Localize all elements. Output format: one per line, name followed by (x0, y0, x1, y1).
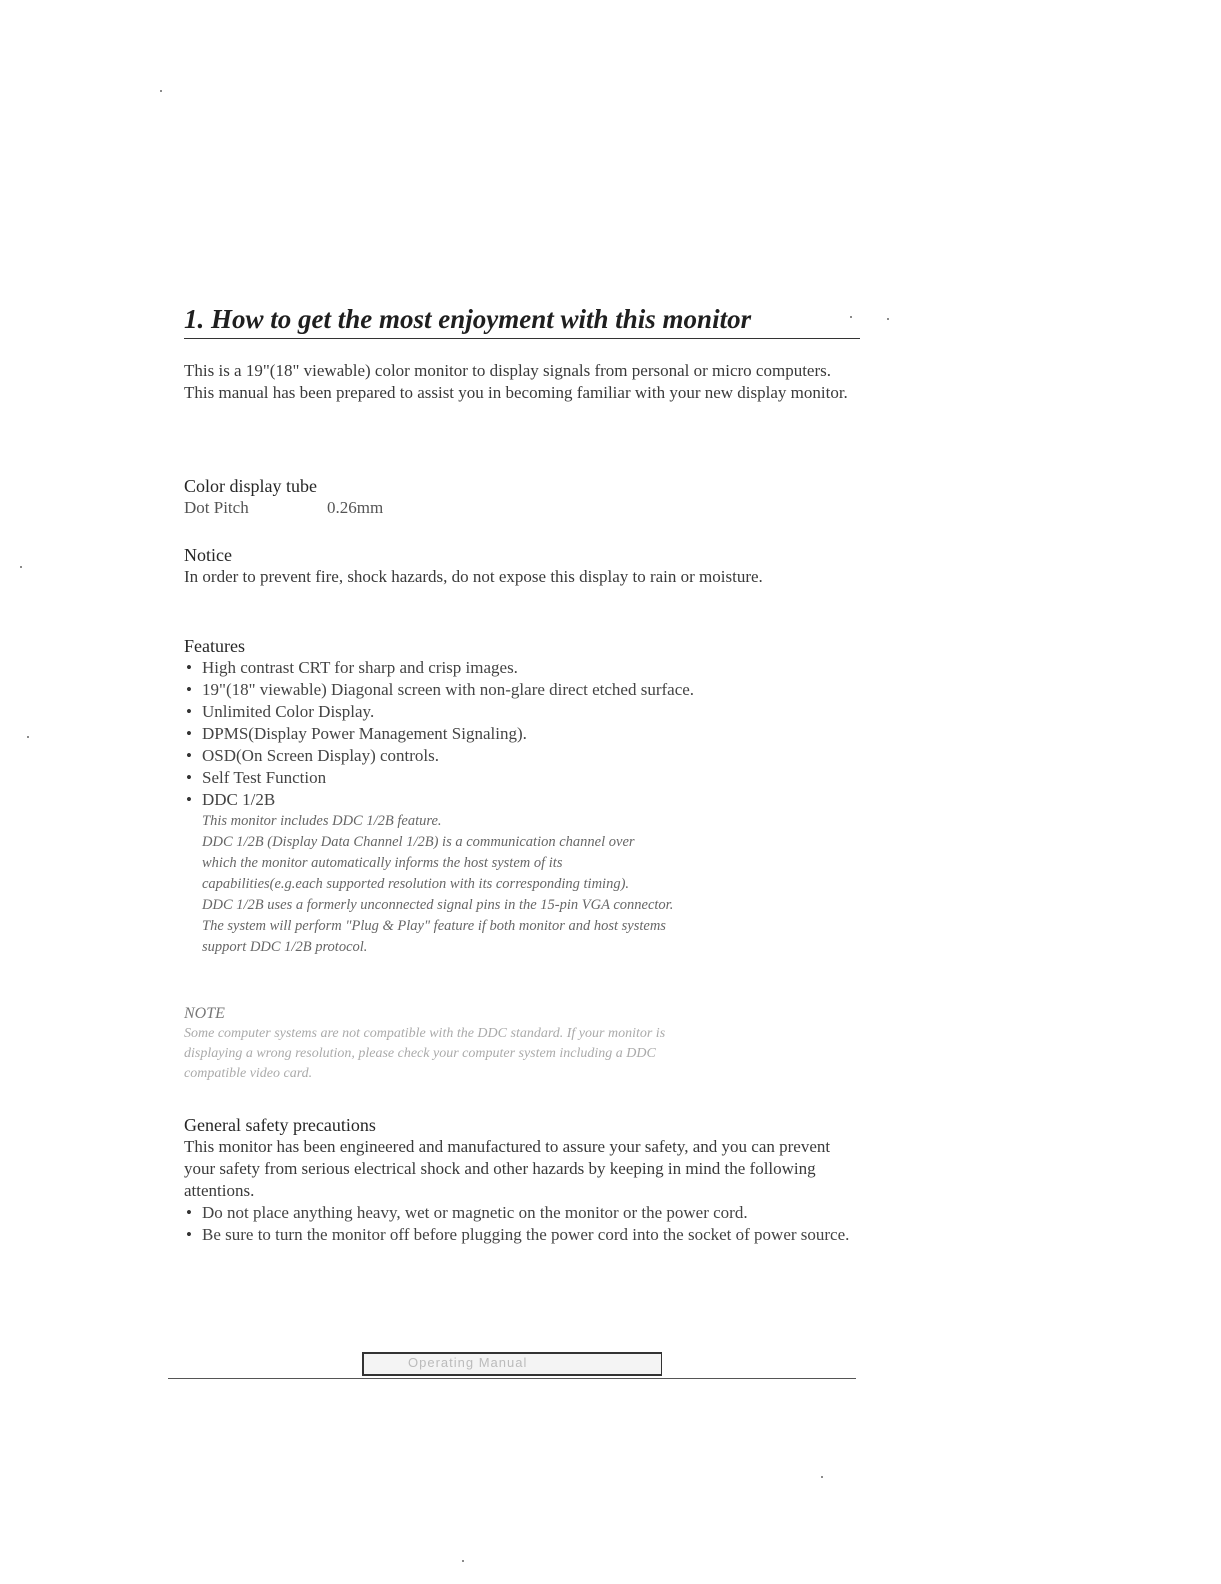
features-section (184, 635, 860, 958)
section-title-notice: Notice (184, 545, 232, 565)
footer-tab (362, 1352, 662, 1376)
safety-list (184, 1202, 860, 1246)
scan-speck (160, 90, 162, 92)
list-item: • Self Test Function (184, 767, 860, 789)
ddc-line: DDC 1/2B (Display Data Channel 1/2B) is a communication channel over (202, 834, 635, 850)
note-line: Some computer systems are not compatible with the DDC standard. If your monitor is (184, 1026, 666, 1041)
list-item: • Be sure to turn the monitor off before plugging the power cord into the socket of power source. (184, 1224, 860, 1246)
list-item: • DDC 1/2B (184, 789, 860, 811)
ddc-description (184, 811, 860, 958)
heading-rule (184, 338, 860, 339)
spec-label: Dot Pitch (184, 498, 249, 517)
safety-section (184, 1114, 860, 1246)
footer-rule (168, 1378, 856, 1379)
list-item: • Do not place anything heavy, wet or magnetic on the monitor or the power cord. (184, 1202, 860, 1224)
list-item: • 19"(18" viewable) Diagonal screen with non-glare direct etched surface. (184, 679, 860, 701)
notice-text: In order to prevent fire, shock hazards, do not expose this display to rain or moisture. (184, 567, 763, 586)
scan-speck (821, 1476, 823, 1478)
intro-paragraph-1: This is a 19"(18" viewable) color monitor to display signals from personal or micro computers. (184, 361, 831, 380)
section-title-features: Features (184, 636, 245, 656)
note-line: displaying a wrong resolution, please check your computer system including a DDC (184, 1046, 656, 1061)
list-item: • Unlimited Color Display. (184, 701, 860, 723)
ddc-line: which the monitor automatically informs the host system of its (202, 855, 563, 871)
notice-section (184, 544, 860, 588)
intro-paragraph-2: This manual has been prepared to assist you in becoming familiar with your new display monitor. (184, 383, 848, 402)
scan-speck (27, 736, 29, 738)
list-item: • DPMS(Display Power Management Signaling). (184, 723, 860, 745)
section-title-color-tube: Color display tube (184, 476, 317, 496)
spec-row-dot-pitch (184, 497, 860, 519)
footer-label: Operating Manual (408, 1355, 528, 1370)
spec-value: 0.26mm (327, 498, 384, 517)
ddc-line: support DDC 1/2B protocol. (202, 939, 368, 955)
section-title-safety: General safety precautions (184, 1115, 376, 1135)
note-line: compatible video card. (184, 1066, 313, 1081)
ddc-line: capabilities(e.g.each supported resolution with its corresponding timing). (202, 876, 630, 892)
note-section (184, 1004, 860, 1084)
intro-section (184, 360, 860, 404)
page-title: 1. How to get the most enjoyment with this monitor (184, 304, 752, 334)
ddc-line: DDC 1/2B uses a formerly unconnected signal pins in the 15-pin VGA connector. (202, 897, 674, 913)
color-tube-section (184, 475, 860, 519)
features-list (184, 657, 860, 811)
note-title: NOTE (184, 1005, 225, 1022)
ddc-line: This monitor includes DDC 1/2B feature. (202, 813, 442, 829)
scan-speck (462, 1560, 464, 1562)
scan-speck (887, 318, 889, 320)
scan-speck (20, 566, 22, 568)
safety-text: This monitor has been engineered and manufactured to assure your safety, and you can prevent your safety from serious electrical shock and other hazards by keeping in mind the following attentions. (184, 1137, 831, 1200)
scan-speck (850, 316, 852, 318)
list-item: • OSD(On Screen Display) controls. (184, 745, 860, 767)
ddc-line: The system will perform "Plug & Play" feature if both monitor and host systems (202, 918, 666, 934)
list-item: • High contrast CRT for sharp and crisp images. (184, 657, 860, 679)
